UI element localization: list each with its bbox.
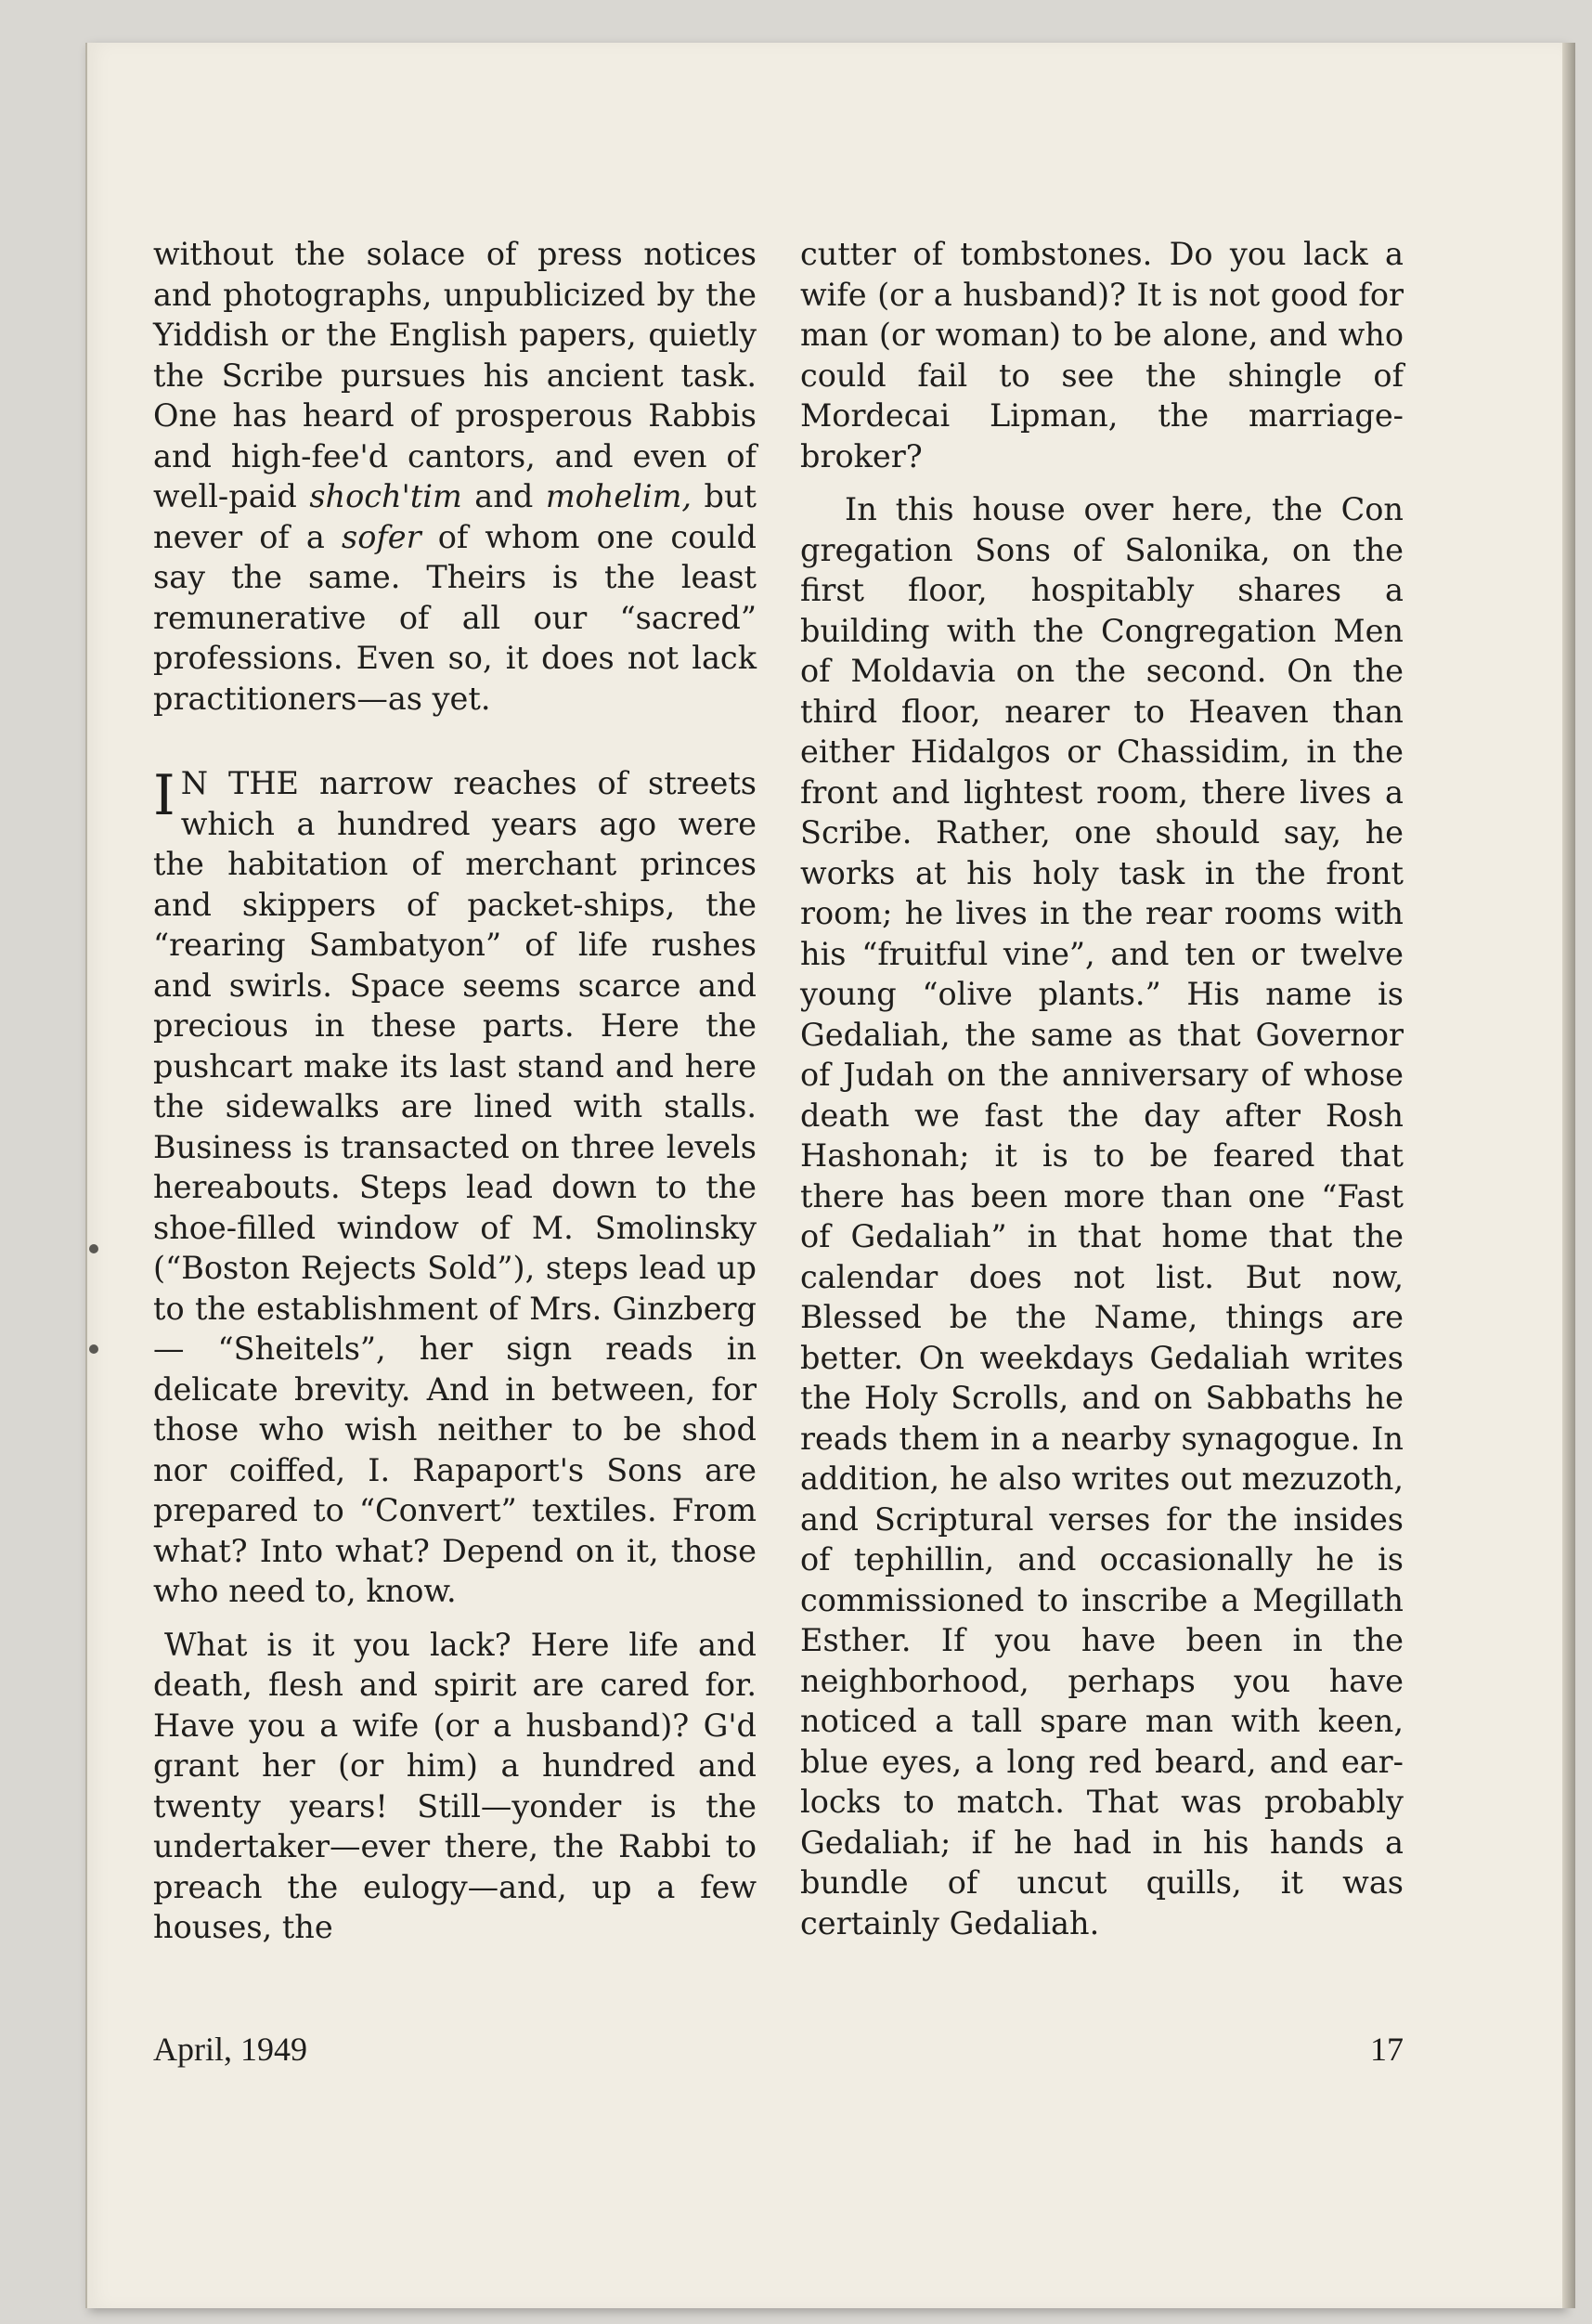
page-edge-shadow [1562, 43, 1575, 2308]
paragraph: What is it you lack? Here life and death, flesh and spirit are cared for. Have you a wife (or a husband)? G'd grant her (or him) a hundred and twenty years! Still—yonder is the undertaker—ever there, the Rabbi to preach the eulogy—and, up a few houses, the [153, 1626, 757, 1945]
right-column [800, 234, 1404, 1943]
binding-mark [89, 1244, 98, 1253]
left-column [153, 234, 757, 1948]
binding-mark [89, 1344, 98, 1354]
paragraph: without the solace of press notices and photographs, unpublicized by the Yiddish or the English papers, quietly the Scribe pursues his ancient task. One has heard of prosperous Rabbis and high-fee'd cantors, and even of well-paid shoch'tim and mohelim, but never of a sofer of whom one could say the same. Theirs is the least remunerative of all our “sacred” professions. Even so, it does not lack practitioners—as yet. [153, 236, 757, 717]
issue-date: April, 1949 [153, 2031, 307, 2068]
paragraph: cutter of tombstones. Do you lack a wife (or a husband)? It is not good for man (or woman) to be alone, and who could fail to see the shingle of Mordecai Lipman, the marriage-broker? [800, 236, 1404, 474]
page-number: 17 [1370, 2031, 1404, 2068]
paragraph: In this house over here, the Con gregation Sons of Salonika, on the first floor, hospitably shares a building with the Congregation Men of Moldavia on the second. On the third floor, nearer to Heaven than either Hidalgos or Chassidim, in the front and lightest room, there lives a Scribe. Rather, one should say, he works at his holy task in the front room; he lives in the rear rooms with his “fruitful vine”, and ten or twelve young “olive plants.” His name is Gedaliah, the same as that Governor of Judah on the anniversary of whose death we fast the day after Rosh Hashonah; it is to be feared that there has been more than one “Fast of Gedaliah” in that home that the calendar does not list. But now, Blessed be the Name, things are better. On weekdays Gedaliah writes the Holy Scrolls, and on Sabbaths he reads them in a nearby synagogue. In addition, he also writes out mezuzoth, and Scriptural verses for the insides of tephillin, and occasionally he is commissioned to inscribe a Megillath Esther. If you have been in the neighborhood, perhaps you have noticed a tall spare man with keen, blue eyes, a long red beard, and ear-locks to match. That was probably Gedaliah; if he had in his hands a bundle of uncut quills, it was certainly Gedaliah. [800, 491, 1404, 1941]
drop-cap: I [153, 763, 175, 828]
paragraph: I N THE narrow reaches of streets which a hundred years ago were the habitation of merchant princes and skippers of packet-ships, the “rearing Sambatyon” of life rushes and swirls. Space seems scarce and precious in these parts. Here the pushcart make its last stand and here the sidewalks are lined with stalls. Business is transacted on three levels hereabouts. Steps lead down to the shoe-filled window of M. Smolinsky (“Boston Rejects Sold”), steps lead up to the establishment of Mrs. Ginzberg — “Sheitels”, her sign reads in delicate brevity. And in between, for those who wish neither to be shod nor coiffed, I. Rapaport's Sons are prepared to “Convert” textiles. From what? Into what? Depend on it, those who need to, know. [153, 763, 757, 1609]
